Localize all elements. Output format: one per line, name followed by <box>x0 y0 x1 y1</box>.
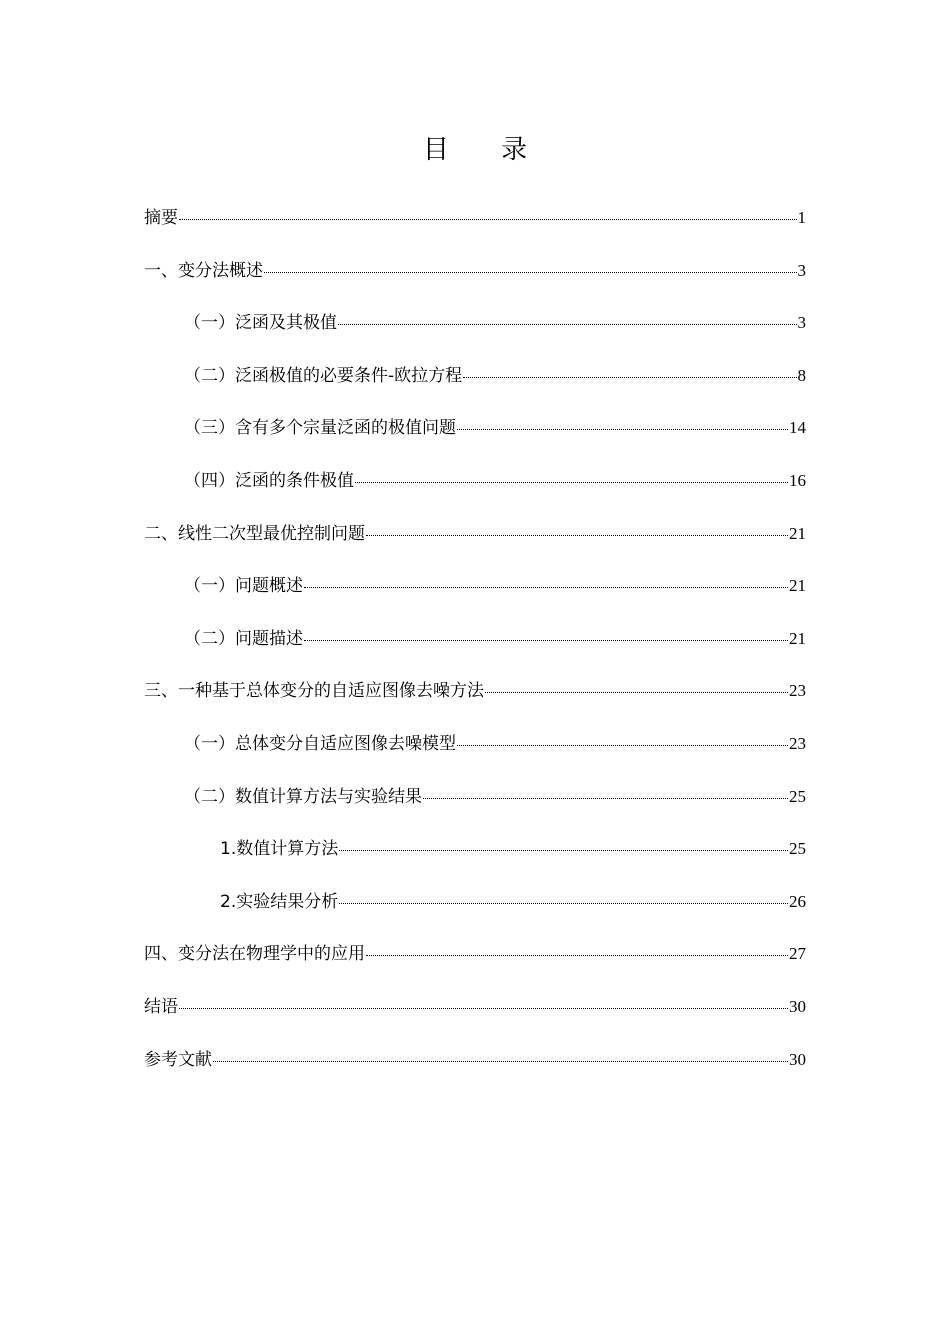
dot-leader <box>264 272 797 273</box>
toc-entry[interactable] <box>144 985 806 1038</box>
toc-entry-page-number: 26 <box>789 891 806 911</box>
toc-entry-page-number: 1 <box>797 208 806 227</box>
toc-entry[interactable] <box>144 617 806 670</box>
dot-leader <box>463 377 796 378</box>
toc-entry-label: （四）泛函的条件极值 <box>184 470 354 491</box>
toc-entry-page-number: 8 <box>797 365 806 385</box>
toc-entry-page-number: 21 <box>789 628 806 648</box>
toc-entry[interactable] <box>144 196 806 249</box>
toc-entry-label: （三）含有多个宗量泛函的极值问题 <box>184 418 456 439</box>
toc-entry-label: （一）泛函及其极值 <box>184 313 337 334</box>
toc-entry-label: 四、变分法在物理学中的应用 <box>144 944 365 965</box>
toc-entry[interactable] <box>144 354 806 407</box>
toc-entry-label: （一）问题概述 <box>184 576 303 597</box>
toc-entry[interactable] <box>144 564 806 617</box>
toc-entry[interactable] <box>144 512 806 565</box>
toc-entry[interactable] <box>144 301 806 354</box>
toc-entry-page-number: 30 <box>789 1049 806 1069</box>
toc-entry-label: （一）总体变分自适应图像去噪模型 <box>184 733 456 754</box>
toc-entry-page-number: 23 <box>789 681 806 701</box>
dot-leader <box>485 692 788 693</box>
dot-leader <box>339 850 788 851</box>
toc-entry[interactable] <box>144 249 806 302</box>
toc-entry-label: （二）泛函极值的必要条件-欧拉方程 <box>184 365 463 386</box>
toc-entry-label: 二、线性二次型最优控制问题 <box>144 523 365 544</box>
dot-leader <box>179 219 797 220</box>
table-of-contents <box>144 196 806 1090</box>
toc-entry-label: 参考文献 <box>144 1049 212 1070</box>
toc-entry[interactable] <box>144 406 806 459</box>
toc-entry-page-number: 21 <box>789 576 806 596</box>
toc-entry-page-number: 23 <box>789 733 806 753</box>
toc-entry[interactable] <box>144 775 806 828</box>
dot-leader <box>338 324 797 325</box>
toc-entry[interactable] <box>144 932 806 985</box>
toc-entry-label: 摘要 <box>144 208 178 228</box>
toc-entry[interactable] <box>144 459 806 512</box>
toc-entry-page-number: 25 <box>789 786 806 806</box>
dot-leader <box>304 640 788 641</box>
toc-entry[interactable] <box>144 722 806 775</box>
toc-entry-label: （二）问题描述 <box>184 628 303 649</box>
toc-title: 目 录 <box>422 135 550 165</box>
toc-entry-page-number: 16 <box>789 470 806 490</box>
dot-leader <box>366 535 788 536</box>
toc-entry-label: （二）数值计算方法与实验结果 <box>184 786 422 807</box>
toc-entry-label: 一、变分法概述 <box>144 260 263 281</box>
toc-entry[interactable] <box>144 1038 806 1091</box>
toc-entry-page-number: 3 <box>797 313 806 333</box>
toc-entry-label: 2.实验结果分析 <box>220 891 339 912</box>
dot-leader <box>366 955 788 956</box>
toc-entry-page-number: 21 <box>789 523 806 543</box>
dot-leader <box>339 903 788 904</box>
toc-entry-page-number: 14 <box>789 418 806 438</box>
toc-entry-page-number: 30 <box>789 996 806 1016</box>
dot-leader <box>423 798 788 799</box>
toc-entry-page-number: 25 <box>789 839 806 859</box>
dot-leader <box>304 587 788 588</box>
dot-leader <box>457 745 788 746</box>
toc-entry-label: 结语 <box>144 996 178 1017</box>
toc-entry-page-number: 27 <box>789 944 806 964</box>
toc-entry[interactable] <box>144 827 806 880</box>
toc-entry-label: 三、一种基于总体变分的自适应图像去噪方法 <box>144 681 484 702</box>
toc-entry[interactable] <box>144 880 806 933</box>
dot-leader <box>355 482 788 483</box>
toc-entry-page-number: 3 <box>797 260 806 280</box>
dot-leader <box>179 1008 788 1009</box>
dot-leader <box>457 429 788 430</box>
dot-leader <box>213 1061 788 1062</box>
toc-entry-label: 1.数值计算方法 <box>220 839 339 860</box>
toc-entry[interactable] <box>144 669 806 722</box>
